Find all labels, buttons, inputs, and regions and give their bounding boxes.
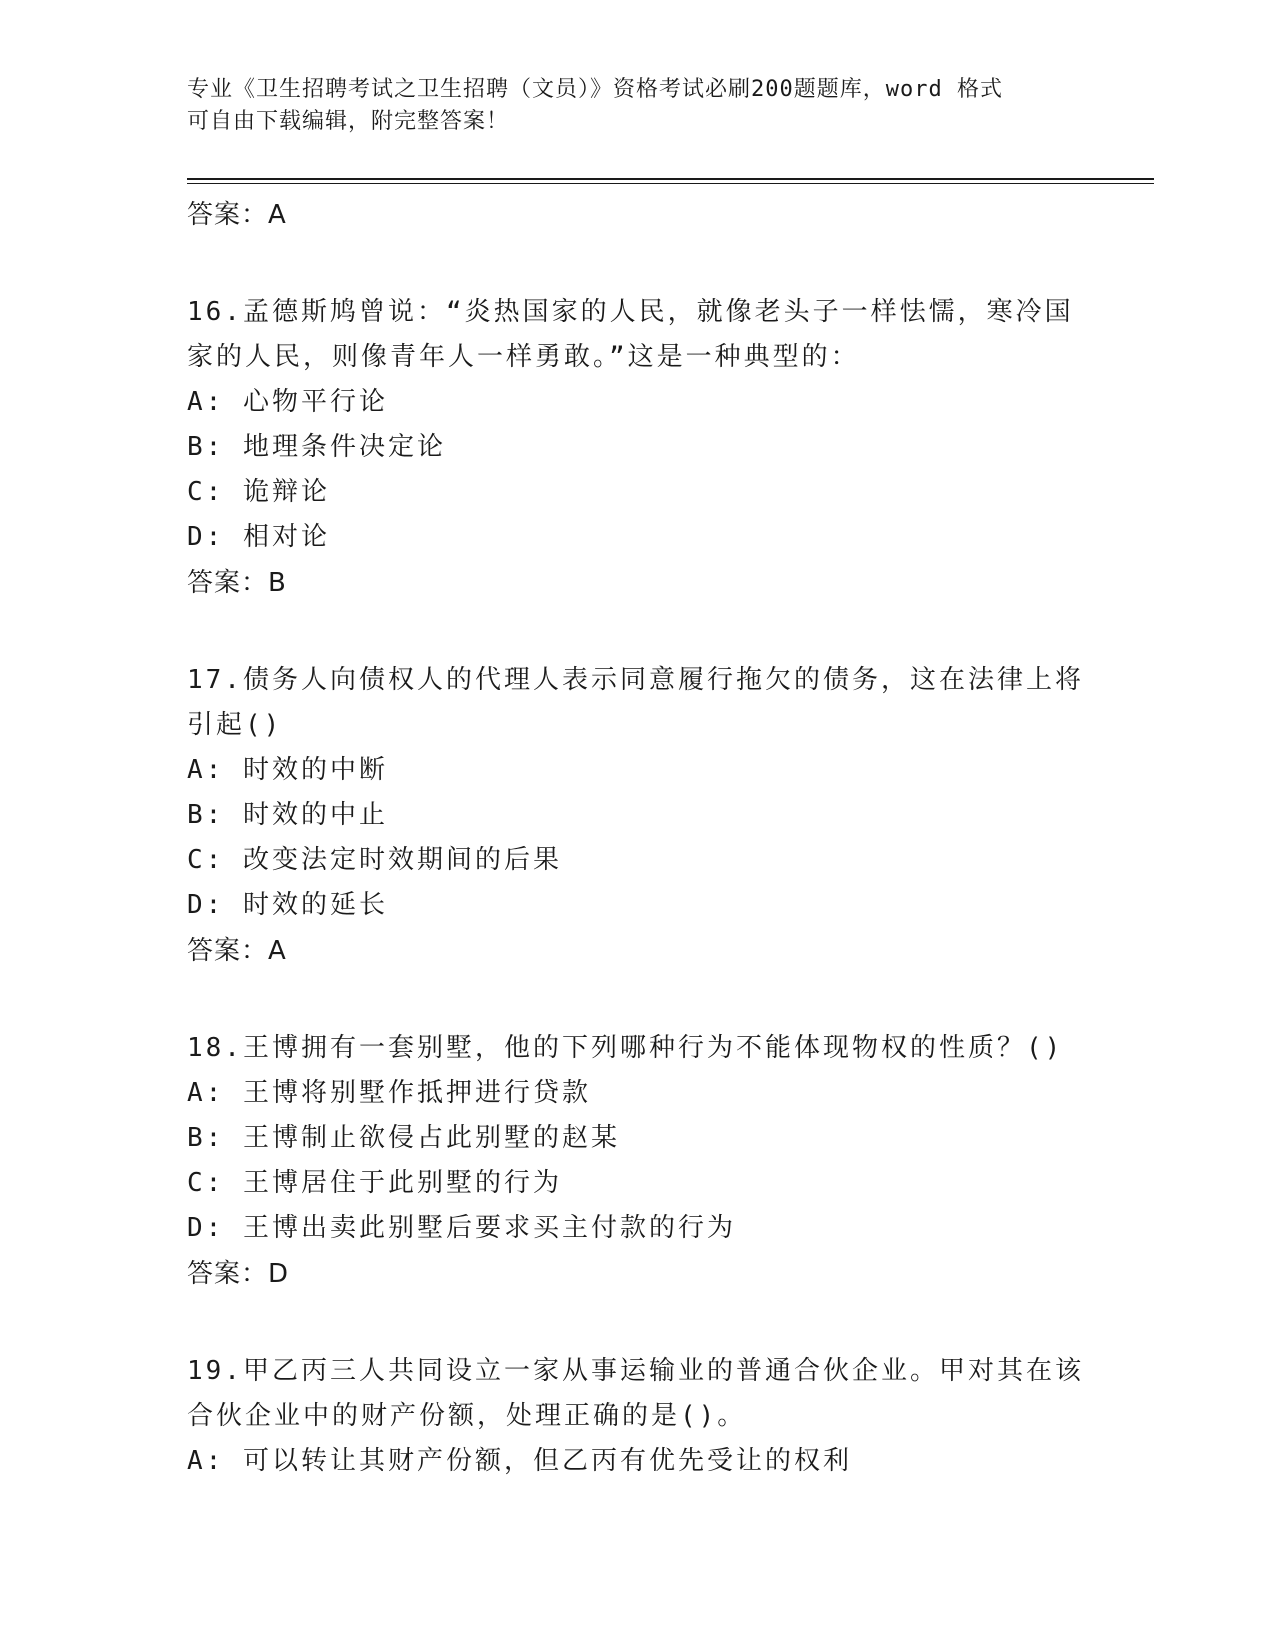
option-d: D: 王博出卖此别墅后要求买主付款的行为 xyxy=(187,1213,736,1243)
answer-line: 答案：A xyxy=(187,200,287,230)
option-a: A: 心物平行论 xyxy=(187,387,388,417)
header-divider-thin xyxy=(187,183,1154,184)
option-b: B: 时效的中止 xyxy=(187,800,388,830)
header-subtitle-line: 可自由下载编辑，附完整答案！ xyxy=(187,109,510,134)
option-a: A: 可以转让其财产份额，但乙丙有优先受让的权利 xyxy=(187,1446,852,1476)
header-title-line: 专业《卫生招聘考试之卫生招聘（文员）》资格考试必刷200题题库，word 格式 xyxy=(187,77,1003,102)
question-text: 18.王博拥有一套别墅，他的下列哪种行为不能体现物权的性质？() xyxy=(187,1033,1064,1063)
question-text: 16.孟德斯鸠曾说：“炎热国家的人民，就像老头子一样怯懦，寒冷国 xyxy=(187,297,1074,327)
question-block-17 xyxy=(187,658,1087,974)
answer-line: 答案：B xyxy=(187,568,287,598)
option-c: C: 诡辩论 xyxy=(187,477,330,507)
question-text: 19.甲乙丙三人共同设立一家从事运输业的普通合伙企业。甲对其在该 xyxy=(187,1356,1084,1386)
answer-line: 答案：D xyxy=(187,1259,290,1289)
question-text: 家的人民，则像青年人一样勇敢。”这是一种典型的： xyxy=(187,342,860,372)
option-d: D: 时效的延长 xyxy=(187,890,388,920)
answer-line: 答案：A xyxy=(187,936,287,966)
option-b: B: 地理条件决定论 xyxy=(187,432,446,462)
option-c: C: 王博居住于此别墅的行为 xyxy=(187,1168,562,1198)
header-divider-thick xyxy=(187,178,1154,180)
question-block-19 xyxy=(187,1349,1087,1484)
option-c: C: 改变法定时效期间的后果 xyxy=(187,845,562,875)
question-text: 合伙企业中的财产份额，处理正确的是()。 xyxy=(187,1401,747,1431)
option-d: D: 相对论 xyxy=(187,522,330,552)
question-block-16 xyxy=(187,290,1087,606)
document-header xyxy=(187,74,1087,138)
question-list xyxy=(187,188,1087,1484)
question-block-18 xyxy=(187,1026,1087,1297)
option-a: A: 王博将别墅作抵押进行贷款 xyxy=(187,1078,591,1108)
question-text: 17.债务人向债权人的代理人表示同意履行拖欠的债务，这在法律上将 xyxy=(187,665,1084,695)
option-b: B: 王博制止欲侵占此别墅的赵某 xyxy=(187,1123,620,1153)
question-text: 引起() xyxy=(187,710,283,740)
option-a: A: 时效的中断 xyxy=(187,755,388,785)
